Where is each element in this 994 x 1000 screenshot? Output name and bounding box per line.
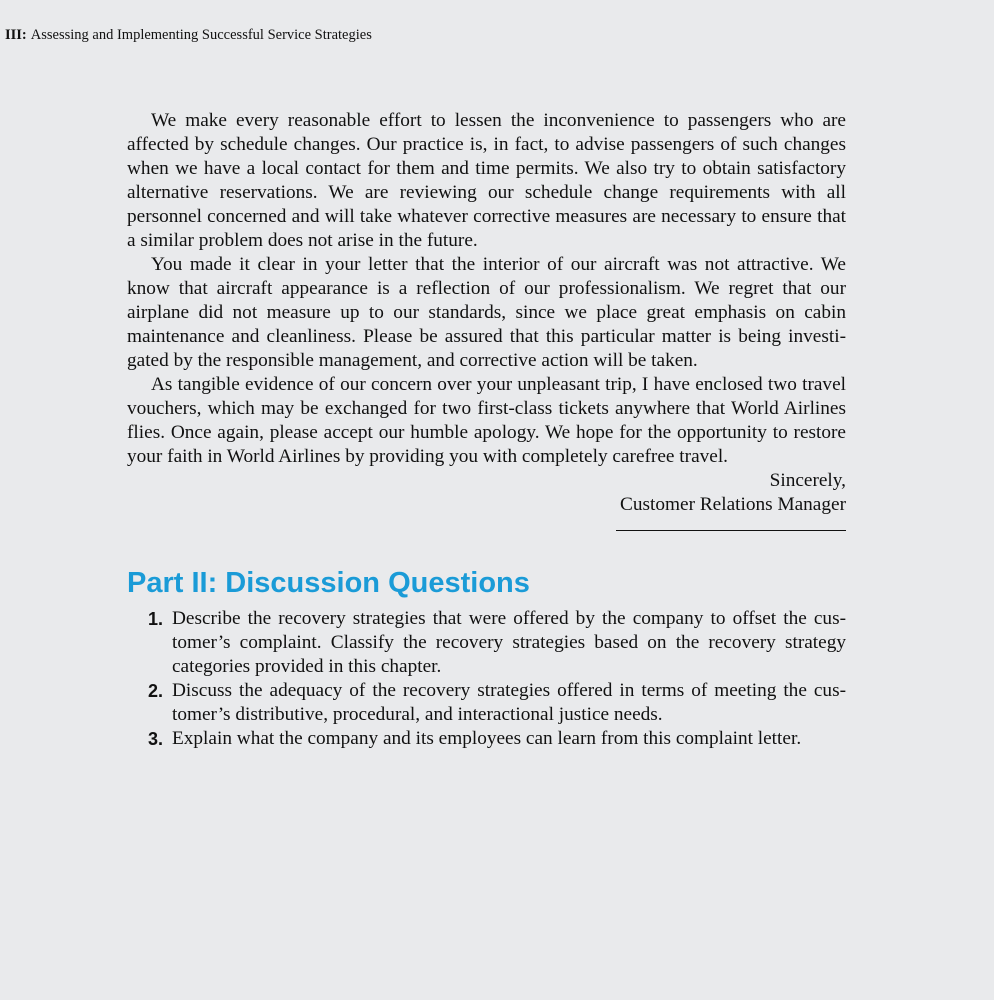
running-head-part-number: III: bbox=[5, 27, 27, 43]
discussion-question bbox=[127, 727, 846, 751]
question-text: Describe the recovery strategies that were offered by the company to offset the customer’s complaint. Classify the recovery strategies based on the recovery strategy categories provided in this chapter. bbox=[172, 608, 846, 677]
section-title: Part II: Discussion Questions bbox=[127, 567, 530, 599]
running-head-title: Assessing and Implementing Successful Service Strategies bbox=[30, 27, 372, 43]
question-number: 3. bbox=[147, 729, 163, 749]
letter-paragraph: As tangible evidence of our concern over your unpleasant trip, I have enclosed two travel vouchers, which may be exchanged for two first-class tickets anywhere that World Airlines flies. Once again, please accept our humble apology. We hope for the opportunity to restore your faith in World Airlines by providing you with completely carefree travel. bbox=[127, 374, 846, 467]
question-number: 1. bbox=[147, 609, 163, 629]
signature-line bbox=[616, 530, 846, 531]
question-text: Explain what the company and its employees can learn from this complaint letter. bbox=[172, 728, 802, 749]
question-text: Discuss the adequacy of the recovery strategies offered in terms of meeting the customer’s distributive, procedural, and interactional justice needs. bbox=[172, 680, 846, 725]
letter-closing: Sincerely, bbox=[769, 470, 846, 491]
letter-paragraph: We make every reasonable effort to lessen the inconvenience to passengers who are affected by schedule changes. Our practice is, in fact, to advise passengers of such changes when we have a local contact for them and time permits. We also try to obtain satisfactory alternative reservations. We are reviewing our schedule change requirements with all personnel concerned and will take whatever corrective measures are necessary to ensure that a similar problem does not arise in the future. bbox=[127, 110, 846, 251]
letter-signer-title: Customer Relations Manager bbox=[620, 494, 846, 515]
letter-signoff bbox=[127, 469, 846, 531]
question-number: 2. bbox=[147, 681, 163, 701]
discussion-question bbox=[127, 679, 846, 727]
letter-paragraph: You made it clear in your letter that the interior of our aircraft was not attractive. We know that aircraft appearance is a reflection of our professionalism. We regret that our airplane did not measure up to our standards, since we place great emphasis on cabin maintenance and cleanliness. Please be assured that this particular matter is being investigated by the responsible management, and corrective action will be taken. bbox=[127, 254, 846, 371]
running-head bbox=[5, 26, 372, 44]
letter-body bbox=[127, 109, 846, 531]
discussion-question-list bbox=[127, 607, 846, 751]
discussion-question bbox=[127, 607, 846, 679]
